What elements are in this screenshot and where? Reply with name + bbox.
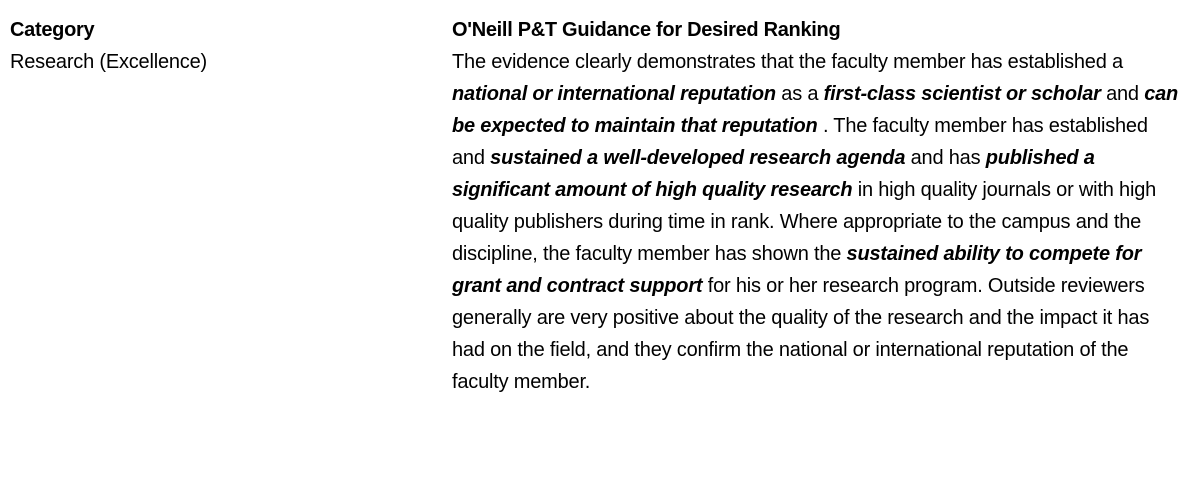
- category-header: Category: [10, 19, 95, 41]
- guidance-emphasis: sustained ability to compete for grant and contract support: [452, 243, 1142, 297]
- guidance-header: O'Neill P&T Guidance for Desired Ranking: [452, 19, 841, 41]
- guidance-run: for his or her research program. Outside reviewers generally are very positive about the quality of the research and the impact it has had on the field, and they confirm the national or international reputation of the faculty member.: [452, 275, 1150, 393]
- guidance-run: The evidence clearly demonstrates that the faculty member has established a: [452, 51, 1123, 73]
- guidance-emphasis: published a significant amount of high quality research: [452, 147, 1095, 201]
- guidance-column: [452, 14, 1182, 398]
- guidance-text: [452, 46, 1182, 398]
- guidance-run: in high quality journals or with high quality publishers during time in rank. Where appropriate to the campus and the discipline, the faculty member has shown the: [452, 179, 1157, 265]
- guidance-run: and has: [905, 147, 986, 169]
- guidance-emphasis: sustained a well-developed research agenda: [490, 147, 906, 169]
- guidance-emphasis: first-class scientist or scholar: [823, 83, 1101, 105]
- guidance-run: as a: [775, 83, 824, 105]
- guidance-emphasis: national or international reputation: [452, 83, 776, 105]
- guidance-emphasis: can be expected to maintain that reputation: [452, 83, 1179, 137]
- guidance-run: and: [1100, 83, 1145, 105]
- guidance-run: . The faculty member has established and: [452, 115, 1148, 169]
- category-column: [10, 14, 430, 78]
- category-value: Research (Excellence): [10, 51, 207, 73]
